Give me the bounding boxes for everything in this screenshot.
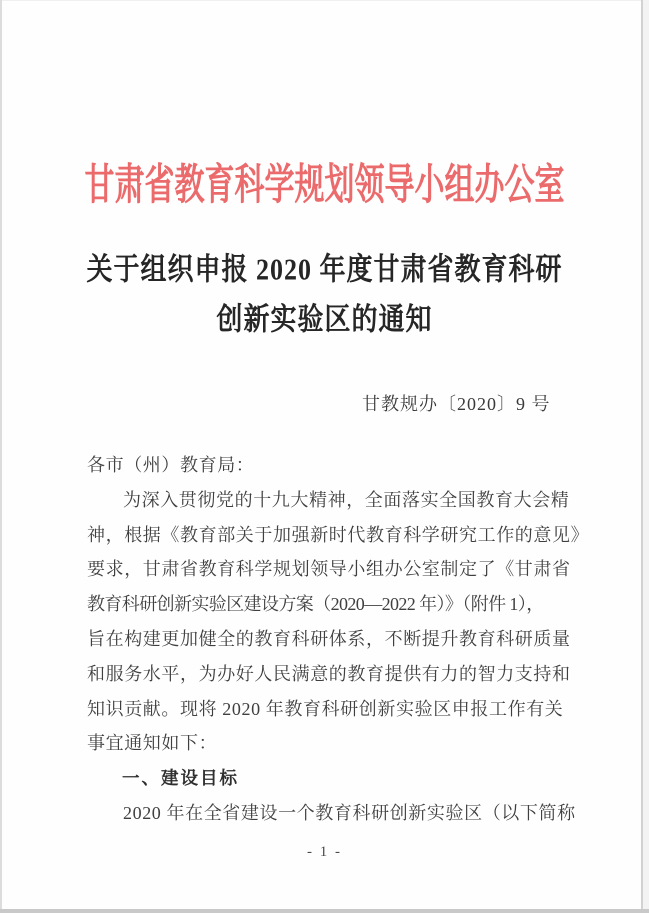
page-edge-right-line (641, 0, 643, 913)
section-heading: 一、建设目标 (122, 768, 239, 789)
page-number: - 1 - (307, 844, 342, 860)
document-body (87, 448, 590, 831)
body-line: 事宜通知如下： (87, 733, 218, 754)
document-title (0, 249, 649, 349)
page-edge-left (0, 0, 2, 913)
page-edge-top (0, 0, 649, 1)
body-line: 要求，甘肃省教育科学规划领导小组办公室制定了《甘肃省 (87, 559, 571, 580)
body-line: 神，根据《教育部关于加强新时代教育科学研究工作的意见》 (87, 524, 590, 545)
body-line: 知识贡献。现将 2020 年教育科研创新实验区申报工作有关 (87, 698, 564, 719)
letterhead-org-title (0, 160, 649, 210)
letterhead-org-title-text: 甘肃省教育科学规划领导小组办公室 (84, 162, 565, 210)
body-line: 教育科研创新实验区建设方案（2020—2022 年）》（附件 1）， (87, 594, 544, 615)
document-title-line-1: 关于组织申报 2020 年度甘肃省教育科研 (86, 252, 563, 287)
body-line: 2020 年在全省建设一个教育科研创新实验区（以下简称 (123, 802, 576, 823)
document-title-line-2: 创新实验区的通知 (216, 302, 433, 337)
page-edge-right-shadow (642, 0, 649, 913)
document-reference-number: 甘教规办〔2020〕9 号 (362, 394, 551, 414)
body-line: 为深入贯彻党的十九大精神，全面落实全国教育大会精 (123, 489, 570, 510)
body-line: 旨在构建更加健全的教育科研体系，不断提升教育科研质量 (87, 628, 571, 649)
salutation-line: 各市（州）教育局： (87, 455, 255, 475)
page-edge-bottom (0, 909, 649, 913)
body-line: 和服务水平，为办好人民满意的教育提供有力的智力支持和 (87, 663, 571, 684)
